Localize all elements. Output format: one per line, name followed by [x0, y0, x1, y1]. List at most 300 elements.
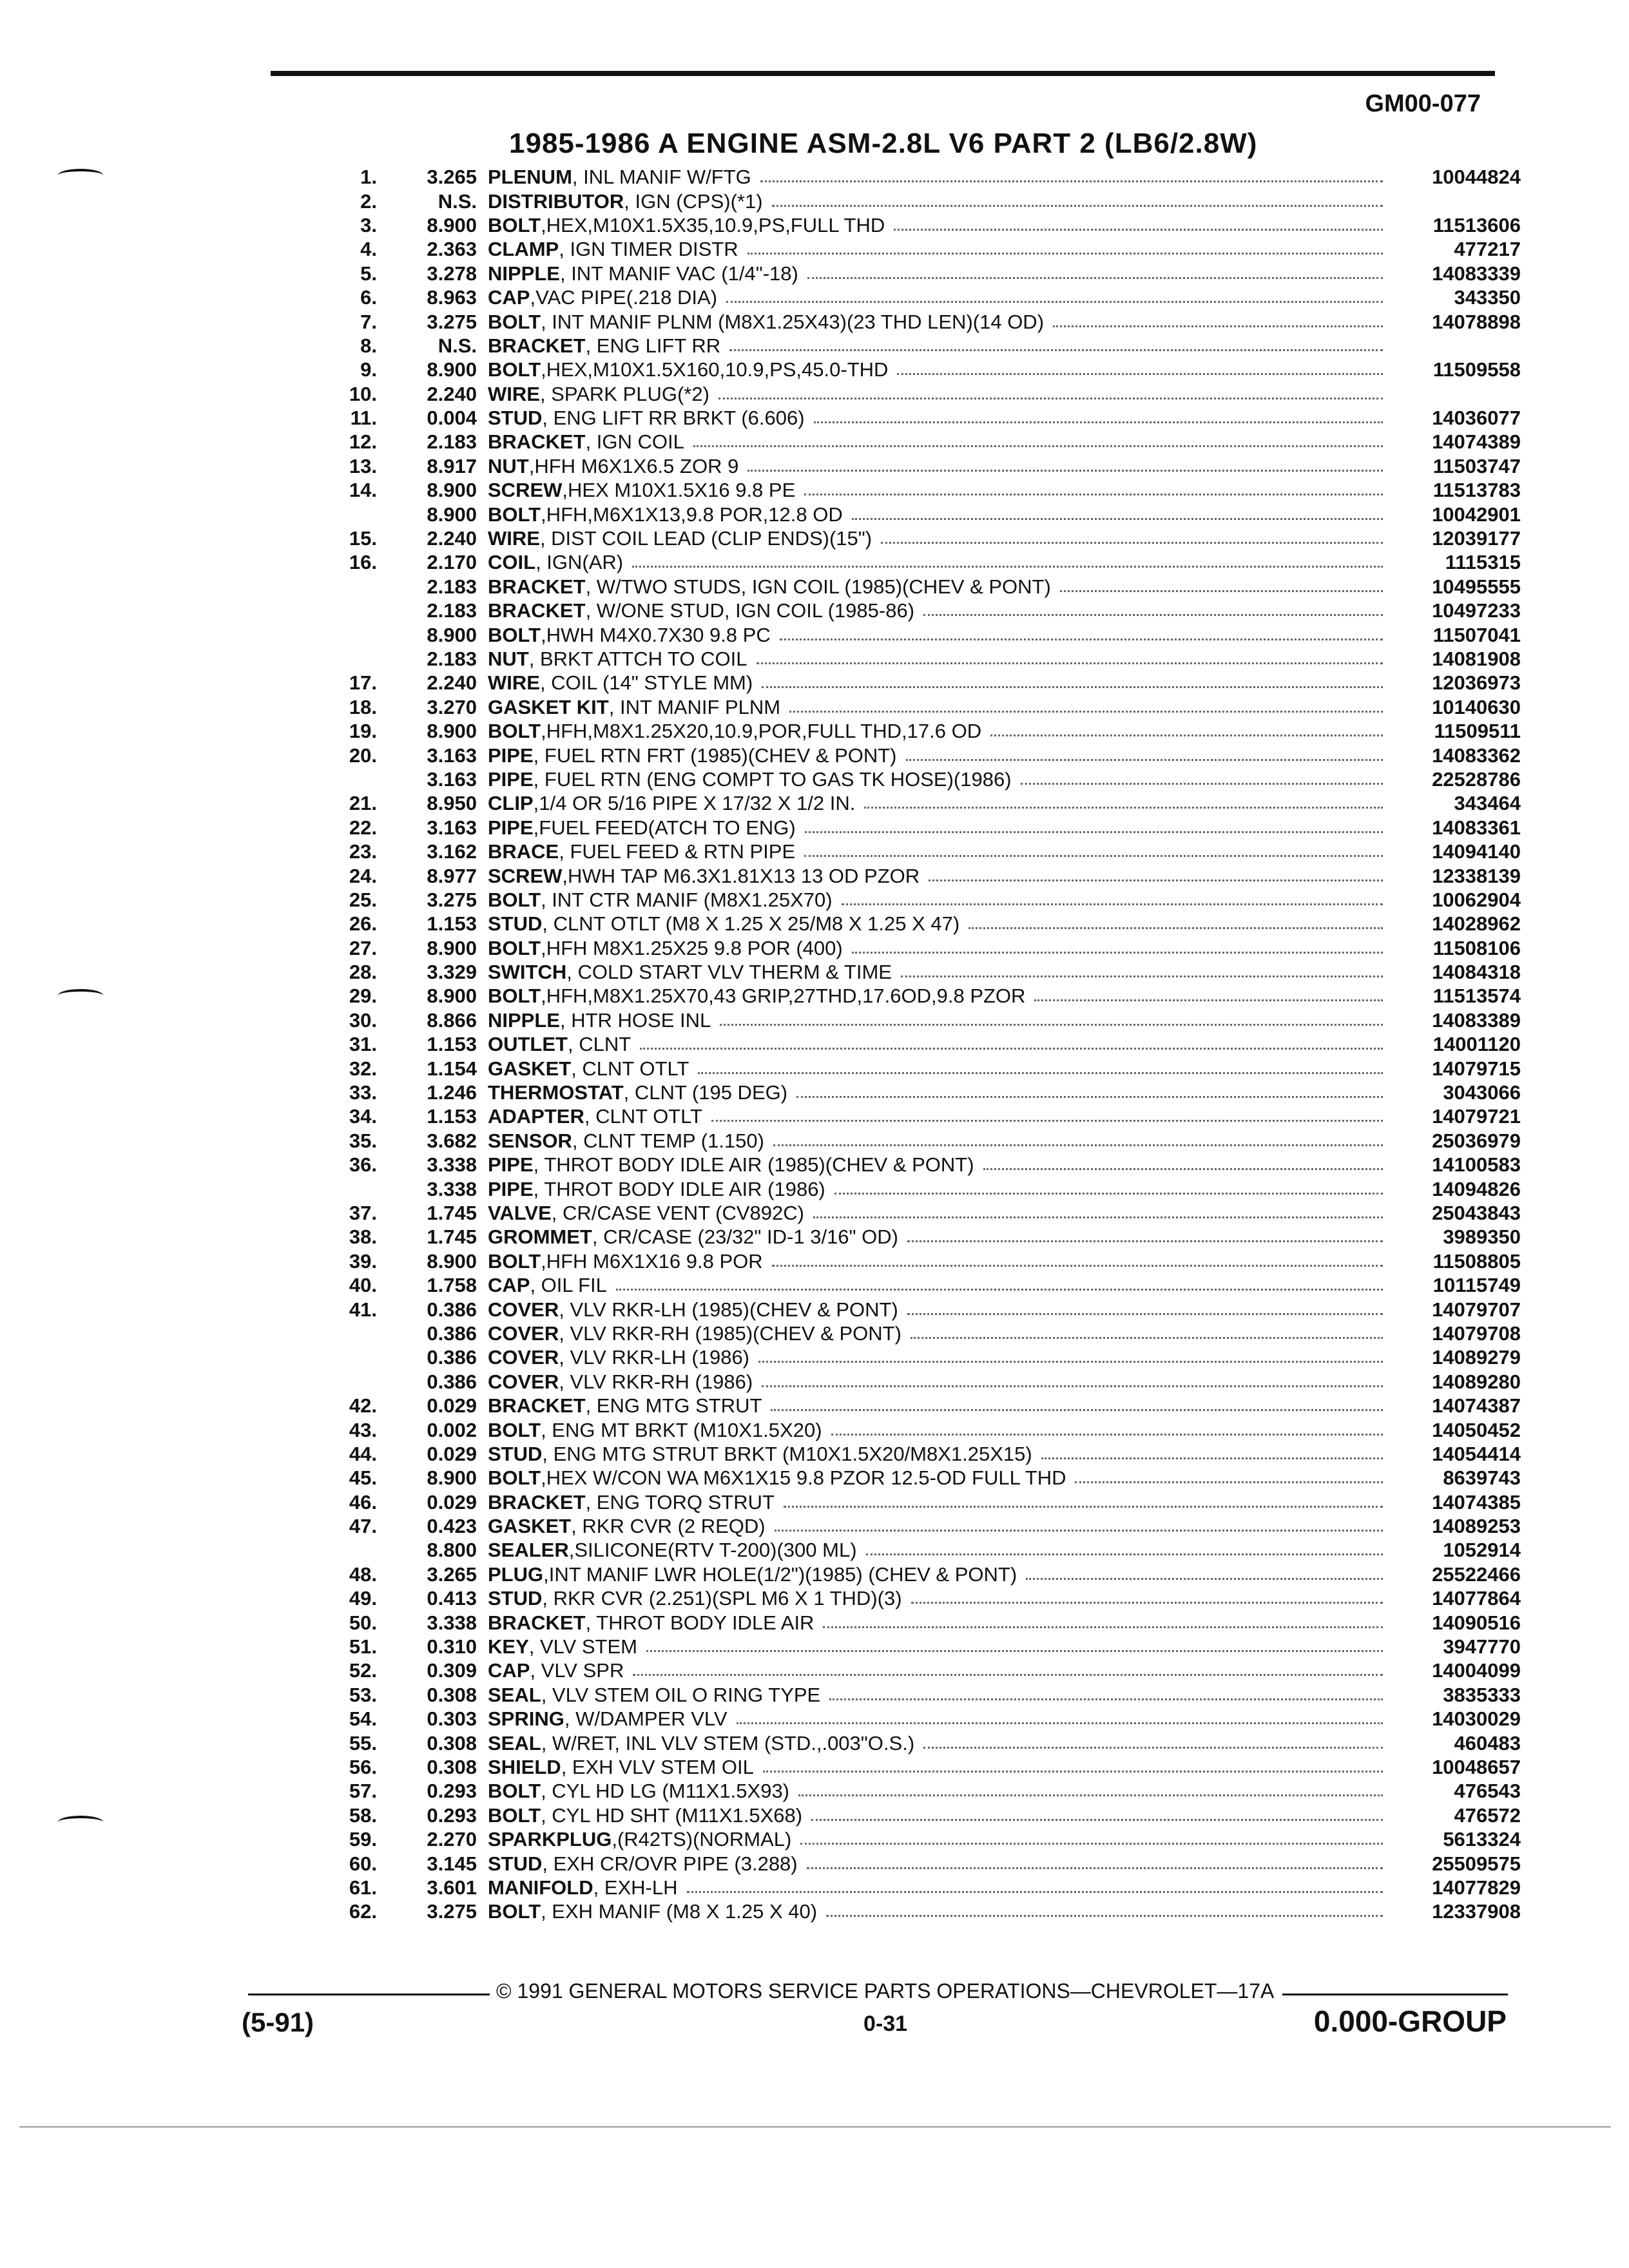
group-number: 0.002 [427, 1418, 477, 1441]
part-detail: , IGN (CPS)(*1) [624, 189, 763, 213]
part-number: 14089280 [1432, 1370, 1521, 1393]
dot-leader [772, 205, 1383, 207]
part-name: BOLT [488, 1803, 541, 1827]
part-number: 3835333 [1443, 1683, 1521, 1706]
item-number: 16. [349, 551, 377, 574]
part-name: CAP [488, 1274, 530, 1297]
part-name: BRACKET [488, 575, 586, 598]
part-number: 25043843 [1432, 1201, 1521, 1224]
part-number: 14084318 [1432, 961, 1521, 984]
group-number: 1.153 [427, 1033, 477, 1056]
part-number: 10062904 [1432, 888, 1521, 911]
part-detail: , W/ONE STUD, IGN COIL (1985-86) [585, 599, 915, 622]
part-description [488, 1755, 1392, 1779]
part-description [488, 1298, 1392, 1321]
group-number: 8.900 [427, 936, 477, 959]
dot-leader [757, 662, 1383, 664]
part-description [488, 1635, 1392, 1658]
footer-rule-right [1282, 1994, 1508, 1995]
part-number: 14050452 [1432, 1418, 1521, 1441]
part-number: 476543 [1454, 1780, 1521, 1803]
item-number: 19. [349, 720, 377, 743]
part-name: WIRE [488, 671, 540, 695]
dot-leader [772, 1265, 1383, 1267]
item-number: 53. [349, 1683, 377, 1706]
part-number: 8639743 [1443, 1466, 1521, 1490]
part-detail: , CLNT [568, 1033, 631, 1056]
part-name: COVER [488, 1370, 559, 1393]
dot-leader [640, 1048, 1383, 1050]
group-number: 0.386 [427, 1370, 477, 1393]
dot-leader [983, 1168, 1383, 1170]
part-description [488, 1852, 1392, 1876]
part-name: DISTRIBUTOR [488, 189, 624, 213]
part-row [303, 285, 1521, 309]
part-name: SENSOR [488, 1129, 572, 1152]
item-number: 43. [349, 1418, 377, 1441]
part-description [488, 213, 1392, 237]
part-name: KEY [488, 1635, 529, 1658]
part-description [488, 647, 1392, 671]
dot-leader [911, 1337, 1383, 1339]
part-detail: , ENG TORQ STRUT [585, 1490, 775, 1514]
group-number: 8.900 [427, 623, 477, 646]
part-name: VALVE [488, 1201, 552, 1224]
part-description [488, 189, 1392, 213]
group-number: 2.170 [427, 551, 477, 574]
part-name: BOLT [488, 623, 541, 646]
part-description [488, 888, 1392, 912]
part-description [488, 960, 1392, 984]
item-number: 14. [349, 479, 377, 502]
group-number: 0.029 [427, 1394, 477, 1418]
part-name: BRACKET [488, 1490, 586, 1514]
item-number: 21. [349, 792, 377, 815]
group-number: 3.682 [427, 1129, 477, 1152]
part-row [303, 1418, 1521, 1441]
part-row [303, 1056, 1521, 1080]
group-number: 2.183 [427, 648, 477, 670]
part-row [303, 1490, 1521, 1514]
item-number: 38. [349, 1225, 377, 1249]
part-detail: , HTR HOSE INL [559, 1008, 711, 1032]
part-description [488, 1876, 1392, 1899]
part-number: 25036979 [1432, 1129, 1521, 1152]
part-description [488, 599, 1392, 622]
part-description [488, 1611, 1392, 1635]
binder-hole-mark [58, 169, 103, 182]
group-number: 3.329 [427, 961, 477, 984]
part-description [488, 1658, 1392, 1682]
part-description [488, 671, 1392, 695]
item-number: 59. [349, 1828, 377, 1851]
part-description [488, 430, 1392, 454]
part-number: 14004099 [1432, 1659, 1521, 1682]
part-detail: ,1/4 OR 5/16 PIPE X 17/32 X 1/2 IN. [533, 792, 856, 815]
binder-hole-mark [58, 1816, 103, 1829]
group-number: 8.900 [427, 1466, 477, 1490]
part-number: 11507041 [1432, 623, 1521, 646]
dot-leader [907, 1313, 1383, 1315]
part-detail: ,HEX M10X1.5X16 9.8 PE [562, 479, 796, 502]
dot-leader [1041, 1457, 1383, 1459]
part-description [488, 334, 1392, 358]
part-detail: , ENG LIFT RR BRKT (6.606) [542, 407, 805, 430]
item-number: 41. [349, 1298, 377, 1321]
part-description [488, 1153, 1392, 1177]
dot-leader [1021, 783, 1383, 785]
part-row [303, 1177, 1521, 1200]
group-number: 0.413 [427, 1587, 477, 1610]
part-number: 14074385 [1432, 1490, 1521, 1514]
group-number: 8.917 [427, 454, 477, 477]
part-description [488, 1177, 1392, 1201]
part-detail: , FUEL FEED & RTN PIPE [559, 840, 796, 863]
item-number: 26. [349, 912, 377, 936]
item-number: 49. [349, 1587, 377, 1610]
part-row [303, 1586, 1521, 1610]
part-row [303, 1249, 1521, 1273]
part-description [488, 791, 1392, 815]
part-description [488, 550, 1392, 574]
dot-leader [720, 1024, 1383, 1026]
group-number: 3.275 [427, 888, 477, 911]
part-description [488, 767, 1392, 791]
dot-leader [834, 1193, 1383, 1195]
part-name: NUT [488, 454, 529, 477]
part-detail: , CLNT OTLT (M8 X 1.25 X 25/M8 X 1.25 X 47) [542, 912, 960, 936]
revision-date: (5-91) [242, 2007, 314, 2037]
part-row [303, 1610, 1521, 1634]
dot-leader [831, 1434, 1383, 1436]
part-detail: , THROT BODY IDLE AIR (1986) [533, 1177, 825, 1200]
binder-hole-mark [58, 989, 103, 1002]
dot-leader [897, 373, 1383, 375]
part-detail: , OIL FIL [530, 1274, 607, 1297]
part-name: STUD [488, 407, 543, 430]
group-number: 2.240 [427, 671, 477, 695]
part-description [488, 1370, 1392, 1394]
part-number: 343350 [1454, 286, 1521, 309]
part-number: 460483 [1454, 1731, 1521, 1754]
dot-leader [796, 1096, 1383, 1098]
part-description [488, 984, 1392, 1008]
dot-leader [929, 879, 1383, 881]
dot-leader [775, 1530, 1383, 1532]
part-number: 3043066 [1443, 1081, 1521, 1104]
group-number: 3.162 [427, 840, 477, 863]
part-row [303, 816, 1521, 840]
part-name: SEALER [488, 1539, 569, 1562]
document-id: GM00-077 [1365, 90, 1481, 117]
dot-leader [804, 494, 1383, 495]
part-detail: , INT MANIF VAC (1/4"-18) [559, 262, 798, 285]
group-number: 3.163 [427, 744, 477, 767]
part-number: 10495555 [1432, 575, 1521, 598]
part-name: BOLT [488, 503, 541, 526]
part-detail: , CR/CASE (23/32" ID-1 3/16" OD) [592, 1225, 898, 1249]
part-name: BOLT [488, 310, 541, 333]
part-detail: , COLD START VLV THERM & TIME [566, 961, 892, 984]
part-name: BOLT [488, 985, 541, 1008]
part-number: 10115749 [1432, 1274, 1521, 1297]
part-number: 14083339 [1432, 262, 1521, 285]
part-row [303, 454, 1521, 478]
group-number: 3.265 [427, 166, 477, 189]
item-number: 7. [360, 310, 377, 333]
part-row [303, 791, 1521, 815]
group-number: 0.308 [427, 1683, 477, 1706]
dot-leader [800, 1843, 1383, 1845]
group-number: 8.900 [427, 1249, 477, 1273]
dot-leader [1075, 1481, 1383, 1483]
part-description [488, 744, 1392, 767]
part-detail: ,INT MANIF LWR HOLE(1/2")(1985) (CHEV & PONT) [543, 1562, 1017, 1586]
part-detail: , ENG MTG STRUT [585, 1394, 762, 1418]
part-name: BOLT [488, 1900, 541, 1923]
part-row [303, 1683, 1521, 1707]
dot-leader [813, 1216, 1383, 1218]
part-description [488, 1586, 1392, 1610]
part-number: 14083361 [1432, 816, 1521, 839]
part-detail: , RKR CVR (2.251)(SPL M6 X 1 THD)(3) [542, 1587, 902, 1610]
item-number: 44. [349, 1442, 377, 1465]
part-detail: ,HFH M6X1X6.5 ZOR 9 [528, 454, 739, 477]
part-name: CLIP [488, 792, 534, 815]
dot-leader [807, 1867, 1383, 1869]
part-description [488, 237, 1392, 261]
part-name: CAP [488, 1659, 530, 1682]
part-number: 14100583 [1432, 1153, 1521, 1177]
part-description [488, 406, 1392, 430]
item-number: 10. [349, 382, 377, 405]
dot-leader [698, 1072, 1383, 1074]
dot-leader [687, 1891, 1383, 1893]
part-row [303, 1153, 1521, 1177]
item-number: 45. [349, 1466, 377, 1490]
part-name: BRACKET [488, 1394, 586, 1418]
part-name: BRACKET [488, 334, 586, 357]
part-row [303, 1032, 1521, 1056]
item-number: 9. [360, 358, 377, 381]
part-detail: , BRKT ATTCH TO COIL [528, 648, 747, 670]
part-detail: , VLV SPR [530, 1659, 624, 1682]
part-detail: , EXH VLV STEM OIL [561, 1755, 754, 1778]
dot-leader [823, 1626, 1383, 1628]
part-description [488, 912, 1392, 936]
part-number: 12036973 [1432, 671, 1521, 695]
part-row [303, 526, 1521, 550]
group-number: 3.145 [427, 1852, 477, 1875]
part-number: 11503747 [1432, 454, 1521, 477]
item-number: 3. [360, 213, 377, 236]
part-detail: ,HWH M4X0.7X30 9.8 PC [541, 623, 771, 646]
part-description [488, 478, 1392, 502]
dot-leader [633, 1674, 1383, 1676]
group-number: 1.758 [427, 1274, 477, 1297]
dot-leader [901, 975, 1383, 977]
part-detail: , CLNT TEMP (1.150) [572, 1129, 764, 1152]
part-row [303, 1129, 1521, 1153]
part-row [303, 262, 1521, 285]
dot-leader [881, 542, 1383, 544]
part-row [303, 1635, 1521, 1658]
part-name: SCREW [488, 479, 563, 502]
dot-leader [1034, 999, 1383, 1001]
part-name: PLENUM [488, 166, 572, 189]
part-description [488, 1104, 1392, 1128]
part-number: 14077864 [1432, 1587, 1521, 1610]
item-number: 33. [349, 1081, 377, 1104]
group-number: 0.293 [427, 1803, 477, 1827]
group-number: 0.386 [427, 1298, 477, 1321]
part-description [488, 1201, 1392, 1225]
part-detail: , VLV RKR-RH (1985)(CHEV & PONT) [559, 1321, 901, 1345]
dot-leader [737, 1722, 1383, 1724]
item-number: 58. [349, 1803, 377, 1827]
part-number: 11508805 [1432, 1249, 1521, 1273]
part-row [303, 309, 1521, 333]
part-detail: , CLNT OTLT [571, 1057, 689, 1080]
dot-leader [807, 277, 1383, 279]
part-row [303, 1538, 1521, 1562]
item-number: 24. [349, 864, 377, 887]
part-number: 14028962 [1432, 912, 1521, 936]
dot-leader [789, 711, 1383, 713]
part-description [488, 1466, 1392, 1490]
part-detail: , CLNT (195 DEG) [623, 1081, 788, 1104]
part-number: 12338139 [1432, 864, 1521, 887]
item-number: 52. [349, 1659, 377, 1682]
part-number: 10497233 [1432, 599, 1521, 622]
item-number: 25. [349, 888, 377, 911]
part-name: BRACKET [488, 1611, 586, 1634]
part-detail: , W/RET, INL VLV STEM (STD.,.003"O.S.) [541, 1731, 915, 1754]
dot-leader [907, 1240, 1383, 1242]
group-number: 2.363 [427, 238, 477, 261]
group-number: 2.183 [427, 430, 477, 454]
part-description [488, 1394, 1392, 1418]
part-detail: , CLNT OTLT [584, 1105, 702, 1128]
part-detail: , ENG LIFT RR [585, 334, 721, 357]
part-number: 14079707 [1432, 1298, 1521, 1321]
part-row [303, 575, 1521, 599]
part-description [488, 1538, 1392, 1562]
part-name: CAP [488, 286, 530, 309]
part-row [303, 1442, 1521, 1466]
part-detail: , RKR CVR (2 REQD) [571, 1515, 766, 1538]
part-detail: , CYL HD LG (M11X1.5X93) [541, 1780, 790, 1803]
part-detail: , CR/CASE VENT (CV892C) [551, 1201, 804, 1224]
group-number: 0.308 [427, 1755, 477, 1778]
part-description [488, 358, 1392, 381]
dot-leader [616, 1289, 1383, 1291]
part-row [303, 599, 1521, 622]
part-number: 477217 [1454, 238, 1521, 261]
part-row [303, 936, 1521, 960]
dot-leader [814, 421, 1383, 423]
part-number: 14077829 [1432, 1876, 1521, 1899]
dot-leader [826, 1915, 1383, 1917]
dot-leader [632, 566, 1383, 568]
item-number: 20. [349, 744, 377, 767]
item-number: 12. [349, 430, 377, 454]
part-name: ADAPTER [488, 1105, 584, 1128]
part-row [303, 960, 1521, 984]
group-number: 8.900 [427, 720, 477, 743]
part-detail: , ENG MTG STRUT BRKT (M10X1.5X20/M8X1.25X15) [542, 1442, 1032, 1465]
group-number: 8.977 [427, 864, 477, 887]
dot-leader [852, 952, 1383, 954]
group-number: 8.900 [427, 479, 477, 502]
dot-leader [784, 1506, 1383, 1508]
part-row [303, 1658, 1521, 1682]
part-detail: ,HFH,M8X1.25X20,10.9,POR,FULL THD,17.6 OD [541, 720, 982, 743]
group-number: 1.153 [427, 912, 477, 936]
item-number: 50. [349, 1611, 377, 1634]
part-row [303, 165, 1521, 189]
dot-leader [804, 855, 1383, 857]
part-row [303, 1899, 1521, 1923]
part-row [303, 1008, 1521, 1032]
part-name: BOLT [488, 936, 541, 959]
item-number: 2. [360, 189, 377, 213]
item-number: 28. [349, 961, 377, 984]
item-number: 17. [349, 671, 377, 695]
group-number: 0.310 [427, 1635, 477, 1658]
header-rule [271, 71, 1495, 76]
group-number: 3.601 [427, 1876, 477, 1899]
dot-leader [911, 1602, 1383, 1604]
part-row [303, 1201, 1521, 1225]
part-detail: ,HFH M8X1.25X25 9.8 POR (400) [541, 936, 843, 959]
part-name: SWITCH [488, 961, 567, 984]
part-detail: , INT MANIF PLNM (M8X1.25X43)(23 THD LEN)(14 OD) [541, 310, 1045, 333]
part-description [488, 503, 1392, 526]
part-description [488, 1081, 1392, 1104]
dot-leader [747, 470, 1383, 472]
part-number: 14001120 [1432, 1033, 1521, 1056]
part-row [303, 1321, 1521, 1345]
part-detail: , IGN TIMER DISTR [559, 238, 738, 261]
part-detail: ,HEX,M10X1.5X160,10.9,PS,45.0-THD [541, 358, 889, 381]
part-name: BOLT [488, 1249, 541, 1273]
group-number: 3.275 [427, 310, 477, 333]
item-number: 29. [349, 985, 377, 1008]
part-row [303, 622, 1521, 646]
group-number: 0.386 [427, 1321, 477, 1345]
part-name: STUD [488, 1587, 543, 1610]
item-number: 60. [349, 1852, 377, 1875]
part-name: BOLT [488, 358, 541, 381]
part-number: 22528786 [1432, 767, 1521, 791]
part-number: 11509511 [1434, 720, 1521, 743]
part-number: 3989350 [1443, 1225, 1521, 1249]
part-detail: , FUEL RTN FRT (1985)(CHEV & PONT) [533, 744, 897, 767]
part-description [488, 1418, 1392, 1442]
part-detail: , DIST COIL LEAD (CLIP ENDS)(15") [539, 527, 872, 550]
footer-rule-left [248, 1994, 490, 1995]
part-description [488, 1321, 1392, 1345]
part-row [303, 1370, 1521, 1394]
part-row [303, 358, 1521, 381]
part-row [303, 1104, 1521, 1128]
part-row [303, 888, 1521, 912]
part-name: PIPE [488, 1153, 534, 1177]
part-name: SHIELD [488, 1755, 561, 1778]
part-name: SEAL [488, 1731, 541, 1754]
dot-leader [990, 735, 1383, 736]
